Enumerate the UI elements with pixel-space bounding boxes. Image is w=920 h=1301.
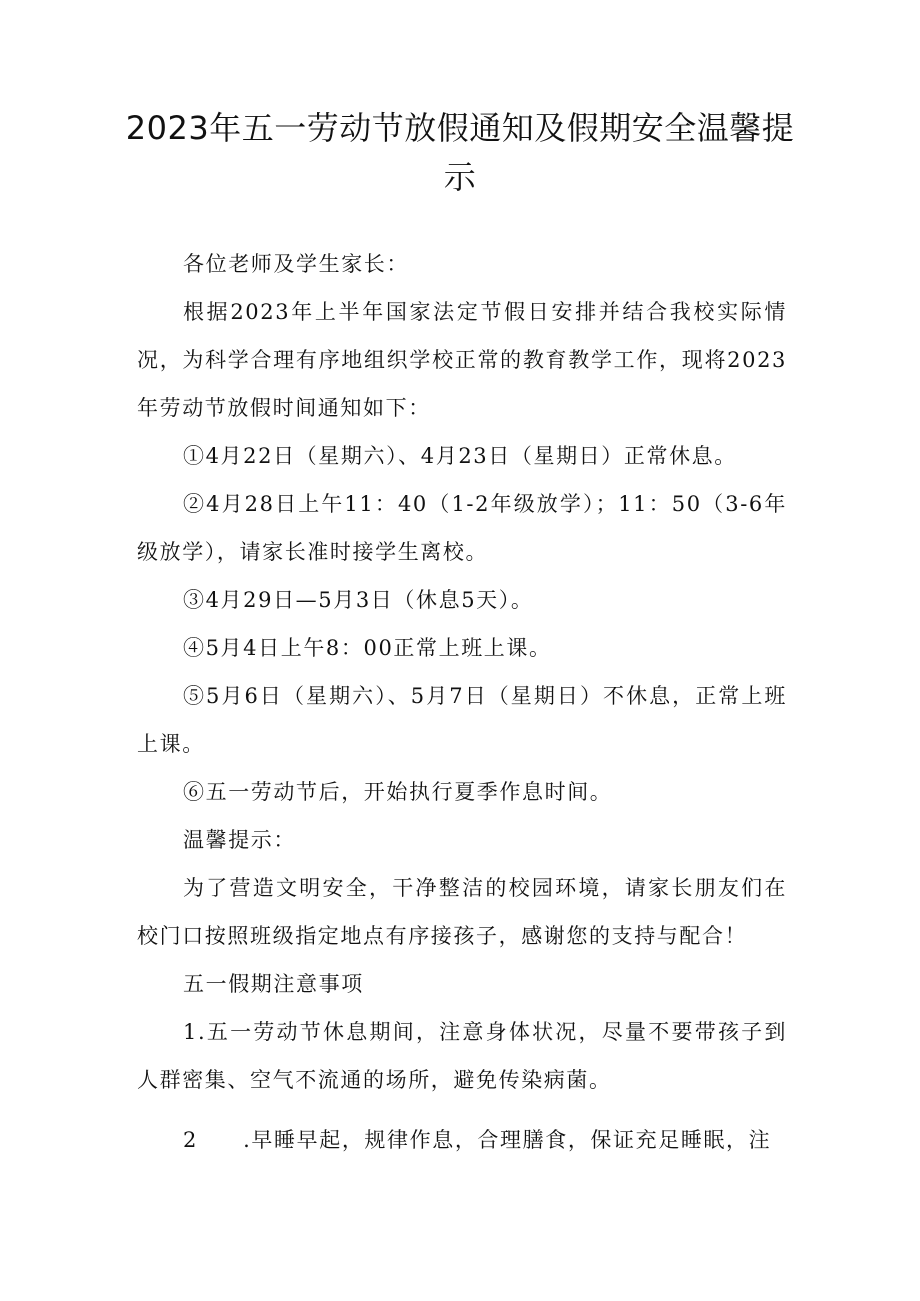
- salutation: 各位老师及学生家长：: [183, 252, 409, 276]
- reminder-paragraph: 为了营造文明安全，干净整洁的校园环境，请家长朋友们在校门口按照班级指定地点有序接孩子，感谢您的支持与配合！: [137, 876, 787, 948]
- reminder-heading: 温馨提示：: [183, 828, 296, 852]
- schedule-item: ⑤5月6日（星期六）、5月7日（星期日）不休息，正常上班上课。: [137, 684, 787, 756]
- schedule-item: ④5月4日上午8：00正常上班上课。: [183, 636, 552, 660]
- schedule-item: ③4月29日—5月3日（休息5天）。: [183, 588, 534, 612]
- notes-heading: 五一假期注意事项: [183, 972, 364, 996]
- schedule-item: ①4月22日（星期六）、4月23日（星期日）正常休息。: [183, 444, 737, 468]
- note-item: 1.五一劳动节休息期间，注意身体状况，尽量不要带孩子到人群密集、空气不流通的场所，避免传染病菌。: [137, 1020, 787, 1092]
- document-body: [137, 240, 787, 1164]
- schedule-item: ⑥五一劳动节后，开始执行夏季作息时间。: [183, 780, 613, 804]
- intro-paragraph: 根据2023年上半年国家法定节假日安排并结合我校实际情况，为科学合理有序地组织学校正常的教育教学工作，现将2023年劳动节放假时间通知如下：: [137, 300, 787, 420]
- document-title: 2023年五一劳动节放假通知及假期安全温馨提示: [125, 109, 795, 196]
- schedule-item: ②4月28日上午11：40（1-2年级放学）；11：50（3-6年级放学），请家长准时接学生离校。: [137, 492, 787, 564]
- note-item: 2 .早睡早起，规律作息，合理膳食，保证充足睡眠，注: [183, 1128, 772, 1152]
